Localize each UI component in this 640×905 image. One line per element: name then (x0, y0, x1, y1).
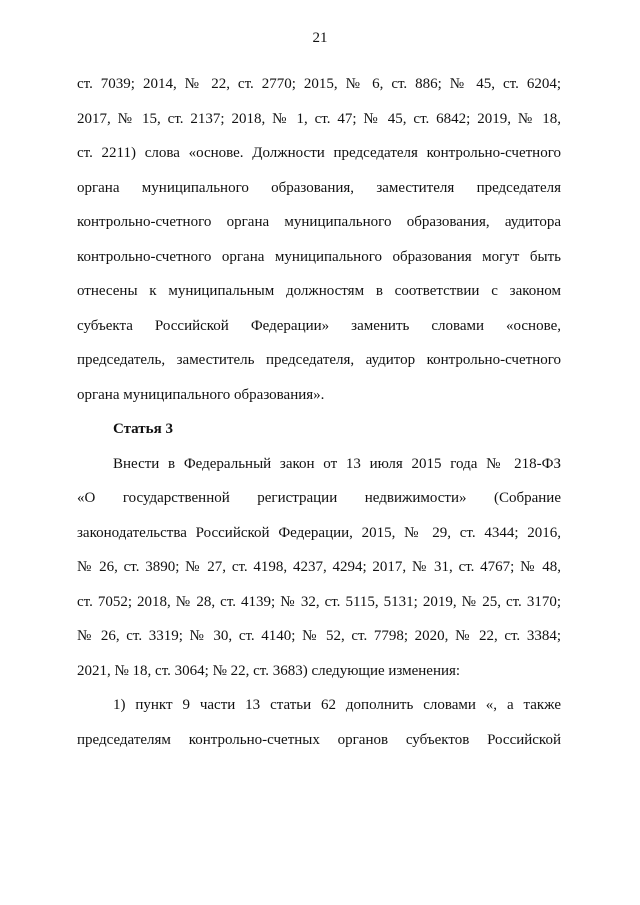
text-line: председателям контрольно-счетных органов субъектов Российской (77, 731, 561, 748)
text-line: ст. 7039; 2014, № 22, ст. 2770; 2015, № 6, ст. 886; № 45, ст. 6204; (77, 76, 561, 92)
text-line: 2021, № 18, ст. 3064; № 22, ст. 3683) следующие изменения: (77, 662, 461, 679)
text-line: органа муниципального образования, заместителя председателя (77, 179, 561, 196)
article-heading: Статья 3 (113, 421, 173, 437)
text-line: отнесены к муниципальным должностям в соответствии с законом (77, 283, 561, 299)
text-line: контрольно-счетного органа муниципального образования, аудитора (77, 214, 561, 230)
text-line: законодательства Российской Федерации, 2015, № 29, ст. 4344; 2016, (77, 524, 561, 541)
text-line: субъекта Российской Федерации» заменить словами «основе, (77, 317, 561, 334)
paragraph-article-intro (77, 453, 561, 695)
text-line: контрольно-счетного органа муниципального образования могут быть (77, 248, 561, 265)
text-line: органа муниципального образования». (77, 386, 325, 403)
paragraph-item-1 (77, 694, 561, 763)
paragraph-amendment-text (77, 73, 561, 418)
text-line: 1) пункт 9 части 13 статьи 62 дополнить словами «, а также (113, 697, 561, 713)
text-line: № 26, ст. 3319; № 30, ст. 4140; № 52, ст. 7798; 2020, № 22, ст. 3384; (77, 628, 561, 644)
text-line: «О государственной регистрации недвижимости» (Собрание (77, 490, 561, 506)
text-line: Внести в Федеральный закон от 13 июля 2015 года № 218-ФЗ (113, 455, 561, 472)
page-number: 21 (312, 30, 328, 46)
document-body (77, 73, 561, 763)
text-line: ст. 7052; 2018, № 28, ст. 4139; № 32, ст. 5115, 5131; 2019, № 25, ст. 3170; (77, 593, 561, 610)
text-line: № 26, ст. 3890; № 27, ст. 4198, 4237, 4294; 2017, № 31, ст. 4767; № 48, (77, 559, 561, 575)
text-line: 2017, № 15, ст. 2137; 2018, № 1, ст. 47; № 45, ст. 6842; 2019, № 18, (77, 110, 561, 127)
text-line: ст. 2211) слова «основе. Должности председателя контрольно-счетного (77, 145, 561, 161)
text-line: председатель, заместитель председателя, аудитор контрольно-счетного (77, 352, 561, 368)
